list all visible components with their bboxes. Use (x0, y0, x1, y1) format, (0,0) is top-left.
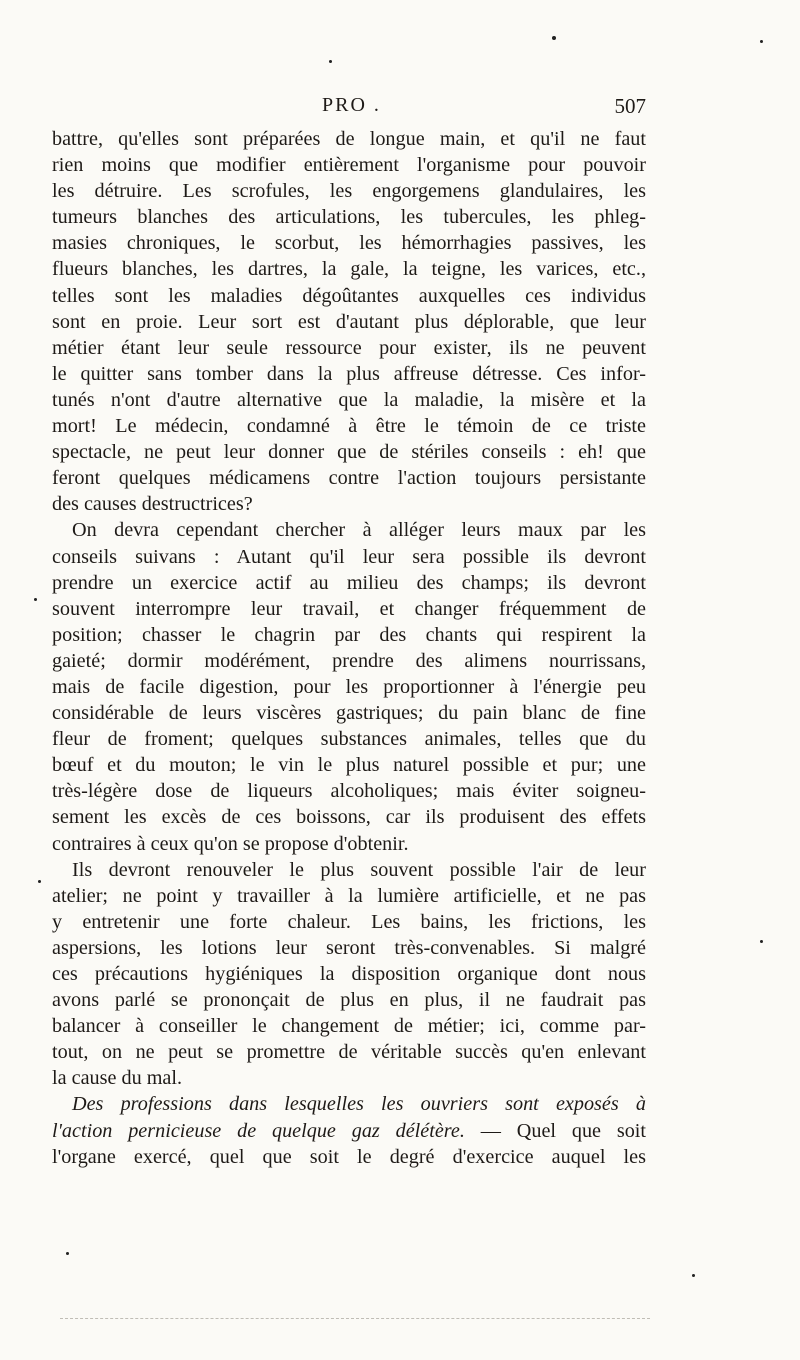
text-line: très-légère dose de liqueurs alcoholiques; mais éviter soigneu- (52, 780, 646, 803)
text-line: flueurs blanches, les dartres, la gale, la teigne, les varices, etc., (52, 258, 646, 281)
running-head (52, 94, 646, 124)
section-heading-continuation: — Quel que soit (464, 1119, 646, 1142)
text-line: tout, on ne peut se promettre de véritable succès qu'en enlevant (52, 1041, 646, 1064)
text-line: atelier; ne point y travailler à la lumière artificielle, et ne pas (52, 884, 646, 907)
text-line: avons parlé se prononçait de plus en plus, il ne faudrait pas (52, 989, 646, 1012)
text-line: position; chasser le chagrin par des chants qui respirent la (52, 623, 646, 646)
print-speck (34, 598, 37, 601)
print-speck (66, 1252, 69, 1255)
text-line: bœuf et du mouton; le vin le plus naturel possible et pur; une (52, 754, 646, 777)
running-head-title: PRO . (322, 94, 381, 116)
print-speck (38, 880, 41, 883)
text-line: contraires à ceux qu'on se propose d'obtenir. (52, 832, 409, 855)
text-line: sement les excès de ces boissons, car ils produisent des effets (52, 806, 646, 829)
text-line: y entretenir une forte chaleur. Les bains, les frictions, les (52, 910, 646, 933)
text-line: considérable de leurs viscères gastriques; du pain blanc de fine (52, 702, 646, 725)
text-line: les détruire. Les scrofules, les engorgemens glandulaires, les (52, 180, 646, 203)
text-line: On devra cependant chercher à alléger leurs maux par les (72, 519, 646, 542)
body-text (52, 126, 646, 1170)
text-line: Ils devront renouveler le plus souvent possible l'air de leur (72, 858, 646, 881)
text-line: mais de facile digestion, pour les proportionner à l'énergie peu (52, 675, 646, 698)
text-line: tunés n'ont d'autre alternative que la maladie, la misère et la (52, 388, 646, 411)
text-line: fleur de froment; quelques substances animales, telles que du (52, 728, 646, 751)
text-line: spectacle, ne peut leur donner que de stériles conseils : eh! que (52, 441, 646, 464)
bottom-bleed-rule (60, 1318, 650, 1319)
print-speck (552, 36, 556, 40)
text-line: la cause du mal. (52, 1067, 183, 1090)
print-speck (692, 1274, 695, 1277)
text-line: masies chroniques, le scorbut, les hémorrhagies passives, les (52, 232, 646, 255)
section-heading-line (52, 1118, 646, 1144)
text-line: prendre un exercice actif au milieu des champs; ils devront (52, 571, 646, 594)
text-line: ces précautions hygiéniques la disposition organique dont nous (52, 963, 646, 985)
text-line: le quitter sans tomber dans la plus affreuse détresse. Ces infor- (52, 362, 646, 385)
page-number: 507 (614, 94, 646, 118)
text-line: tumeurs blanches des articulations, les tubercules, les phleg- (52, 206, 646, 229)
text-line: conseils suivans : Autant qu'il leur sera possible ils devront (52, 545, 646, 568)
text-line: mort! Le médecin, condamné à être le témoin de ce triste (52, 415, 646, 438)
text-line: aspersions, les lotions leur seront très-convenables. Si malgré (52, 936, 646, 959)
section-heading-line (52, 1091, 646, 1117)
print-speck (760, 40, 763, 43)
text-line: métier étant leur seule ressource pour exister, ils ne peuvent (52, 336, 646, 359)
text-line: l'organe exercé, quel que soit le degré d'exercice auquel les (52, 1145, 646, 1168)
text-line: des causes destructrices? (52, 493, 253, 516)
text-line: telles sont les maladies dégoûtantes auxquelles ces individus (52, 284, 646, 307)
section-heading-italic: l'action pernicieuse de quelque gaz délétère. (52, 1119, 465, 1142)
text-line: battre, qu'elles sont préparées de longue main, et qu'il ne faut (52, 128, 646, 150)
print-speck (760, 940, 763, 943)
text-line: gaieté; dormir modérément, prendre des alimens nourrissans, (52, 649, 646, 672)
text-line: balancer à conseiller le changement de métier; ici, comme par- (52, 1015, 646, 1038)
text-line: feront quelques médicamens contre l'action toujours persistante (52, 467, 646, 490)
text-line: sont en proie. Leur sort est d'autant plus déplorable, que leur (52, 310, 646, 333)
text-line: souvent interrompre leur travail, et changer fréquemment de (52, 597, 646, 620)
text-line: rien moins que modifier entièrement l'organisme pour pouvoir (52, 154, 646, 177)
section-heading-italic: Des professions dans lesquelles les ouvriers sont exposés à (72, 1093, 646, 1116)
print-speck (329, 60, 332, 63)
